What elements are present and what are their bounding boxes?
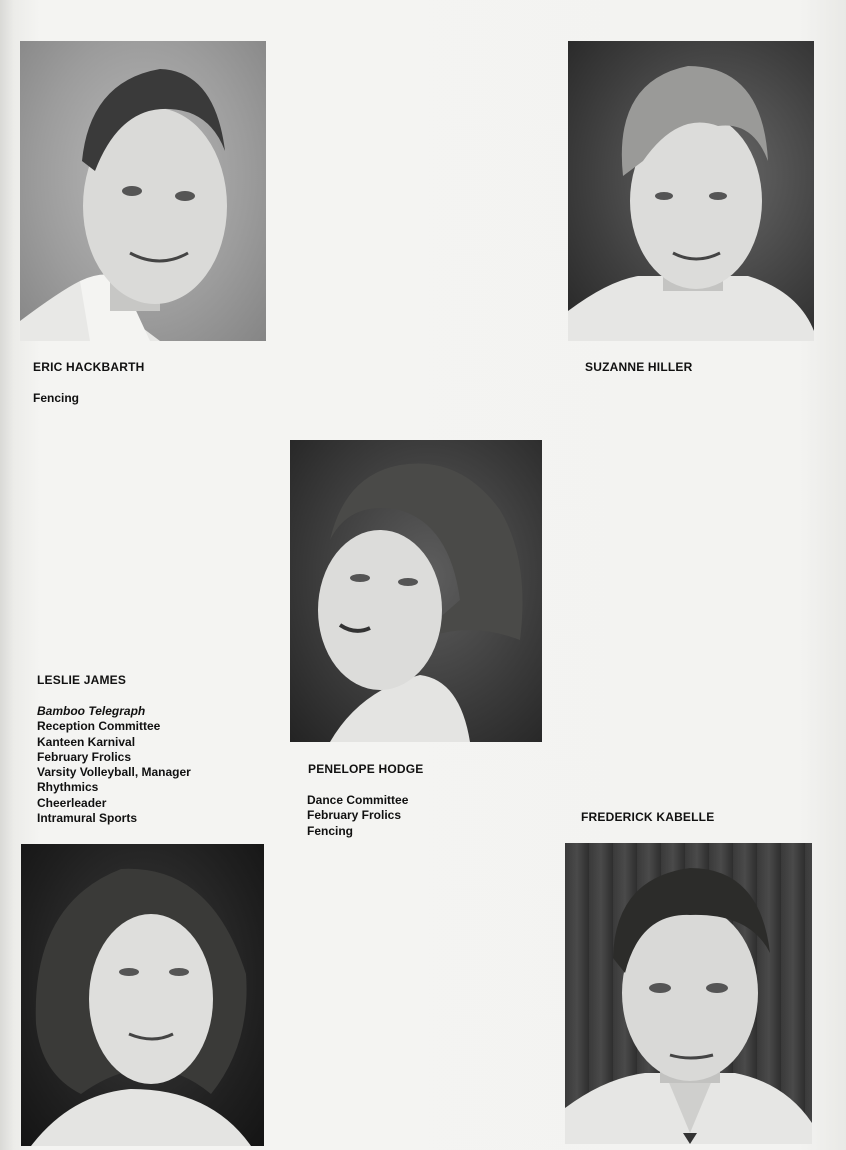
activity-item: Reception Committee — [37, 719, 161, 734]
student-name-frederick-kabelle: FREDERICK KABELLE — [581, 810, 715, 824]
activity-item: Cheerleader — [37, 795, 107, 810]
student-name-penelope-hodge: PENELOPE HODGE — [308, 762, 424, 776]
activity-item: Fencing — [307, 823, 354, 838]
activity-list-penelope-hodge — [307, 793, 408, 839]
activity-item: Varsity Volleyball, Manager — [37, 765, 191, 780]
portrait-suzanne-hiller — [568, 41, 814, 341]
activity-item: Dance Committee — [307, 793, 409, 807]
activity-list-eric-hackbarth — [33, 391, 79, 406]
activity-item: February Frolics — [307, 808, 402, 823]
portrait-leslie-james — [21, 844, 264, 1146]
portrait-eric-hackbarth — [20, 41, 266, 341]
activity-item: Kanteen Karnival — [37, 734, 136, 749]
activity-item: Fencing — [33, 391, 80, 405]
activity-item: Intramural Sports — [37, 811, 138, 826]
activity-item: February Frolics — [37, 749, 132, 764]
student-name-leslie-james: LESLIE JAMES — [37, 673, 127, 687]
portrait-penelope-hodge — [290, 440, 542, 742]
activity-item: Bamboo Telegraph — [37, 704, 146, 718]
student-name-suzanne-hiller: SUZANNE HILLER — [585, 360, 693, 374]
student-name-eric-hackbarth: ERIC HACKBARTH — [33, 360, 145, 374]
activity-item: Rhythmics — [37, 780, 99, 795]
portrait-frederick-kabelle — [565, 843, 812, 1144]
activity-list-leslie-james — [37, 704, 191, 826]
